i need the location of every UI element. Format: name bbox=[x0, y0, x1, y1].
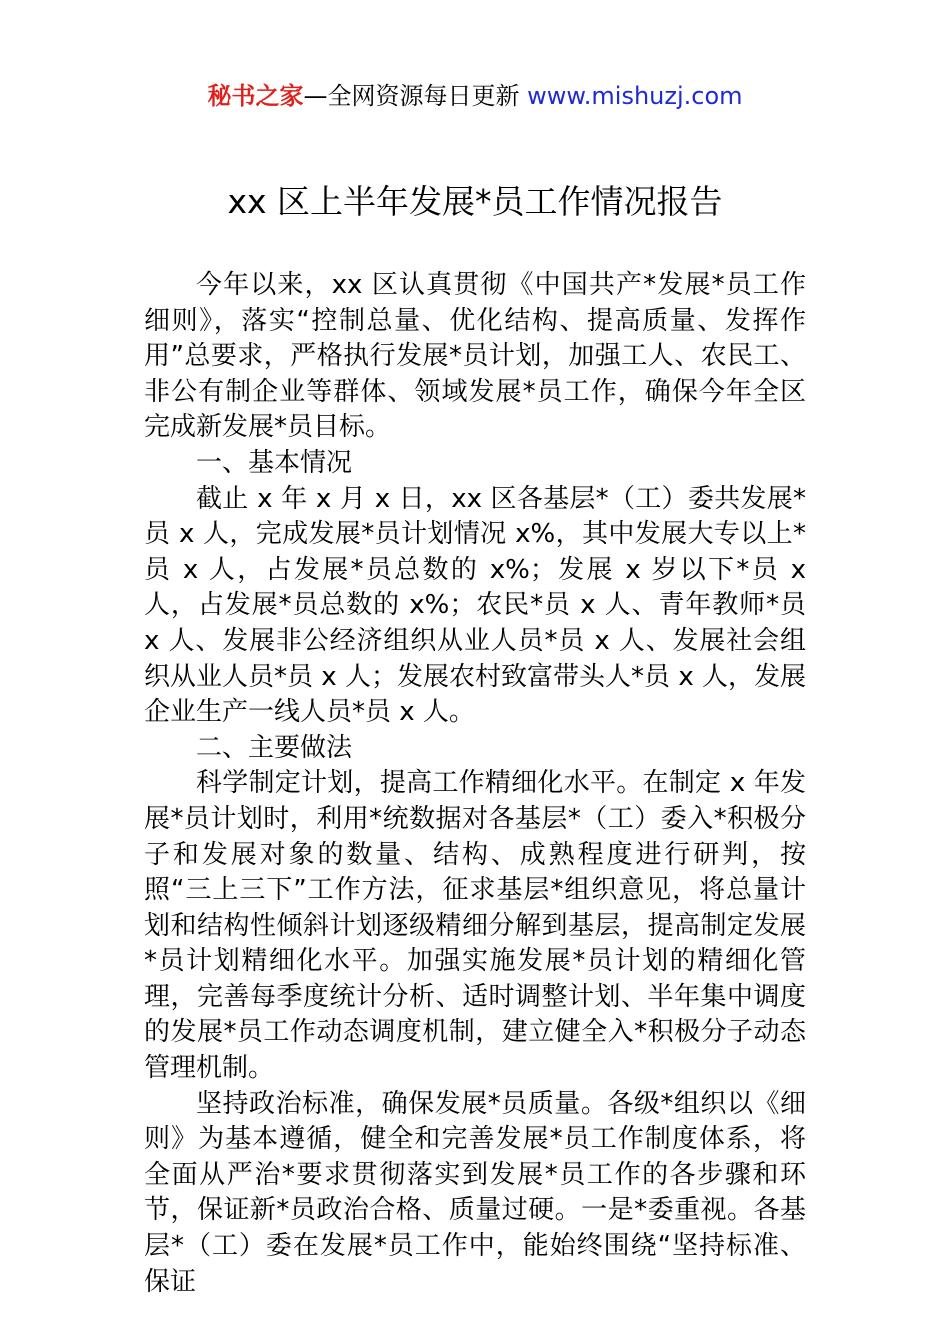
document-body bbox=[144, 268, 806, 1300]
section-heading-main-practices: 二、主要做法 bbox=[196, 732, 353, 763]
site-header bbox=[0, 80, 950, 112]
paragraph-planning: 科学制定计划，提高工作精细化水平。在制定 x 年发展*员计划时，利用*统数据对各基层*（工）委入*积极分子和发展对象的数量、结构、成熟程度进行研判，按照“三上三下”工作方法，征求基层*组织意见，将总量计划和结构性倾斜计划逐级精细分解到基层，提高制定发展*员计划精细化水平。加强实施发展*员计划的精细化管理，完善每季度统计分析、适时调整计划、半年集中调度的发展*员工作动态调度机制，建立健全入*积极分子动态管理机制。 bbox=[144, 768, 806, 1084]
paragraph-political-standard: 坚持政治标准，确保发展*员质量。各级*组织以《细则》为基本遵循，健全和完善发展*员工作制度体系，将全面从严治*要求贯彻落实到发展*员工作的各步骤和环节，保证新*员政治合格、质量过硬。一是*委重视。各基层*（工）委在发展*员工作中，能始终围绕“坚持标准、保证 bbox=[144, 1088, 806, 1297]
site-tagline: —全网资源每日更新 bbox=[303, 82, 528, 110]
site-brand: 秘书之家 bbox=[207, 82, 304, 110]
site-url-link[interactable]: www.mishuzj.com bbox=[527, 82, 743, 110]
paragraph-statistics: 截止 x 年 x 月 x 日，xx 区各基层*（工）委共发展*员 x 人，完成发展*员计划情况 x%，其中发展大专以上*员 x 人，占发展*员总数的 x%；发展 x 岁以下*员 x 人，占发展*员总数的 x%；农民*员 x 人、青年教师*员 x 人、发展非公经济组织从业人员*员 x 人、发展社会组织从业人员*员 x 人；发展农村致富带头人*员 x 人，发展企业生产一线人员*员 x 人。 bbox=[144, 483, 806, 728]
paragraph-intro: 今年以来，xx 区认真贯彻《中国共产*发展*员工作细则》，落实“控制总量、优化结构、提高质量、发挥作用”总要求，严格执行发展*员计划，加强工人、农民工、非公有制企业等群体、领域发展*员工作，确保今年全区完成新发展*员目标。 bbox=[144, 270, 806, 443]
document-title: xx 区上半年发展*员工作情况报告 bbox=[227, 182, 723, 221]
section-heading-basic-situation: 一、基本情况 bbox=[196, 447, 353, 478]
